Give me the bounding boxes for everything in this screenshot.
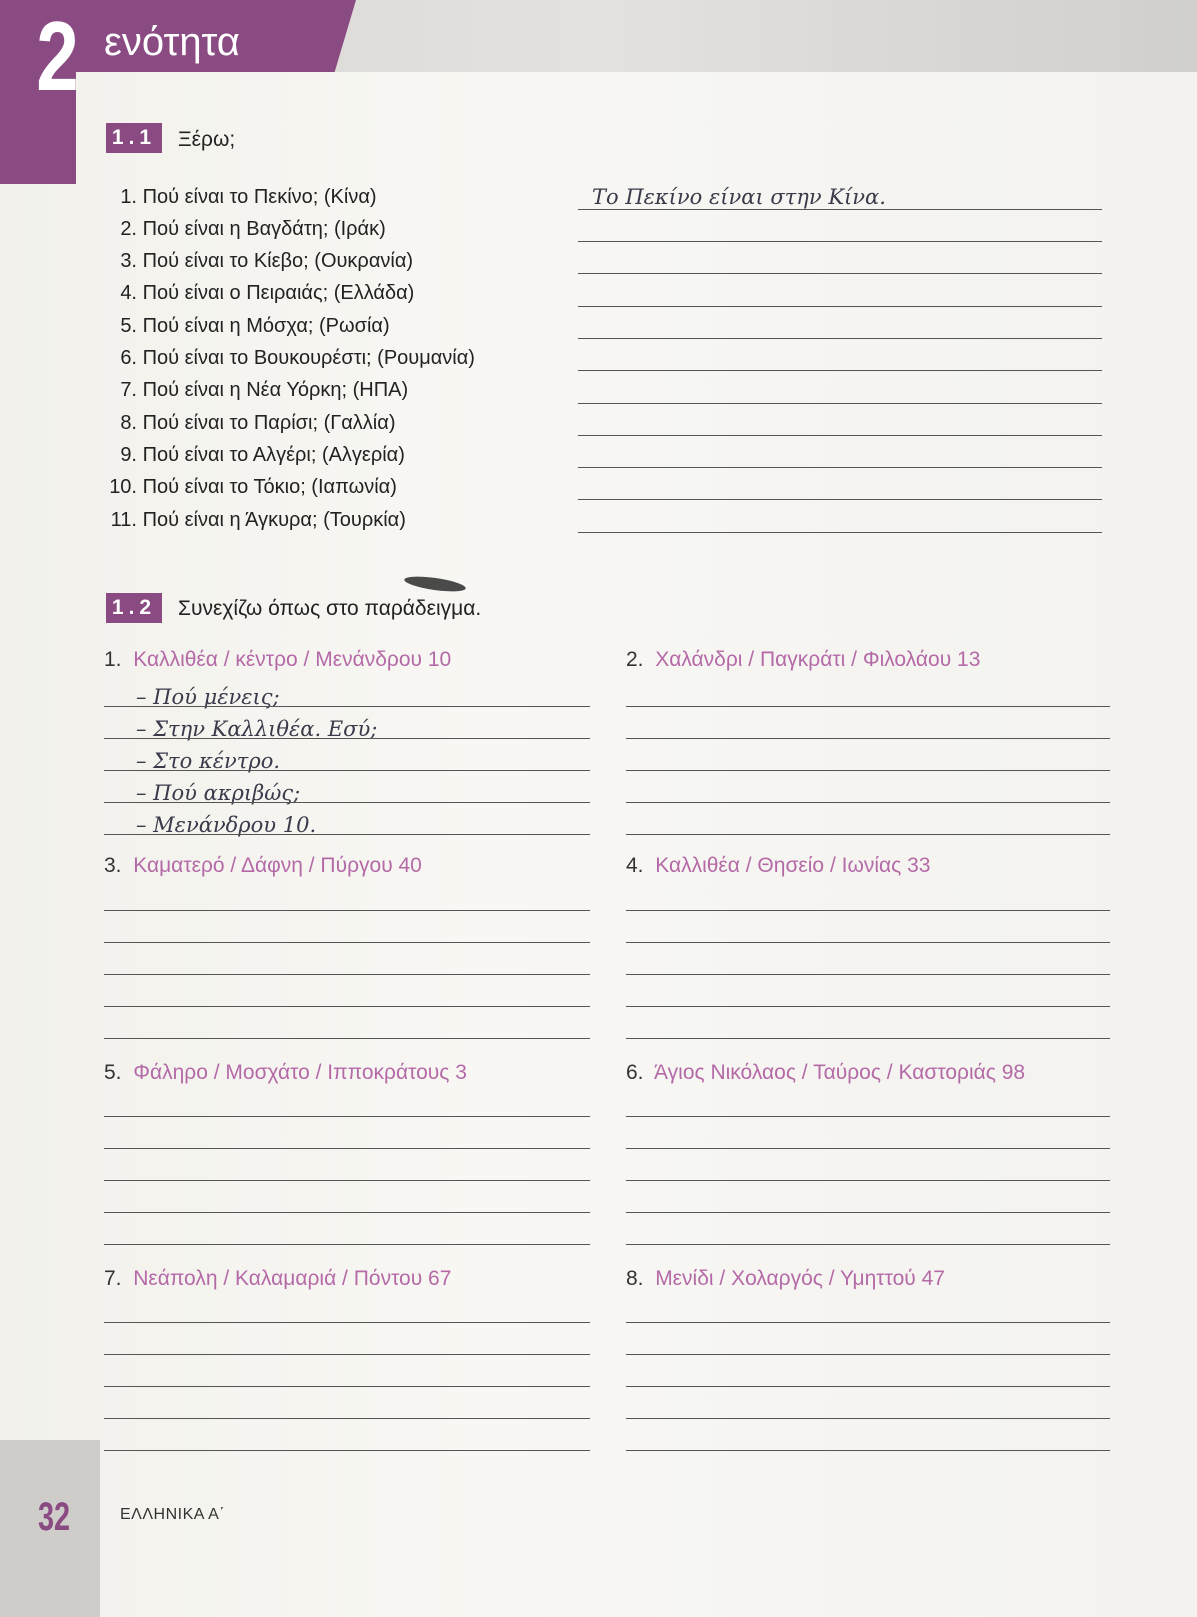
answer-line[interactable] [626, 1354, 1110, 1355]
question-item: 4. Πού είναι ο Πειραιάς; (Ελλάδα) [120, 282, 415, 304]
question-item: 5. Πού είναι η Μόσχα; (Ρωσία) [120, 315, 390, 337]
dialogue-line: – Στην Καλλιθέα. Εσύ; [136, 717, 378, 741]
answer-line[interactable] [578, 209, 1102, 210]
page-number: 32 [38, 1495, 71, 1539]
question-item: 1. Πού είναι το Πεκίνο; (Κίνα) [120, 186, 377, 208]
unit-title: ενότητα [104, 20, 240, 64]
answer-line[interactable] [104, 770, 590, 771]
exercise-1-1-title: Ξέρω; [178, 128, 236, 151]
answer-line[interactable] [626, 1386, 1110, 1387]
dialogue-line: – Στο κέντρο. [136, 749, 281, 773]
answer-line[interactable] [104, 942, 590, 943]
answer-line[interactable] [626, 1418, 1110, 1419]
answer-line[interactable] [104, 1180, 590, 1181]
answer-line[interactable] [626, 1148, 1110, 1149]
exercise-item-4: 4. Καλλιθέα / Θησείο / Ιωνίας 33 [626, 854, 931, 877]
answer-line[interactable] [626, 1212, 1110, 1213]
answer-line[interactable] [104, 1386, 590, 1387]
exercise-1-2-badge: 1.2 [106, 593, 162, 623]
answer-line[interactable] [626, 1450, 1110, 1451]
answer-line[interactable] [104, 1418, 590, 1419]
answer-line[interactable] [626, 706, 1110, 707]
answer-line[interactable] [104, 1244, 590, 1245]
answer-line[interactable] [626, 1006, 1110, 1007]
exercise-item-7: 7. Νεάπολη / Καλαμαριά / Πόντου 67 [104, 1267, 452, 1290]
answer-line[interactable] [104, 1116, 590, 1117]
answer-line[interactable] [626, 974, 1110, 975]
answer-line[interactable] [626, 910, 1110, 911]
answer-line[interactable] [104, 1212, 590, 1213]
answer-line[interactable] [626, 770, 1110, 771]
dialogue-line: – Πού ακριβώς; [136, 781, 301, 805]
answer-line[interactable] [578, 273, 1102, 274]
question-item: 8. Πού είναι το Παρίσι; (Γαλλία) [120, 412, 396, 434]
answer-line[interactable] [104, 802, 590, 803]
unit-number: 2 [36, 1, 76, 111]
answer-line[interactable] [626, 1180, 1110, 1181]
answer-line[interactable] [626, 1038, 1110, 1039]
answer-line[interactable] [104, 1450, 590, 1451]
example-answer: Το Πεκίνο είναι στην Κίνα. [592, 185, 886, 209]
dialogue-line: – Πού μένεις; [136, 685, 280, 709]
answer-line[interactable] [104, 910, 590, 911]
answer-line[interactable] [104, 706, 590, 707]
answer-line[interactable] [578, 241, 1102, 242]
exercise-1-1-badge: 1.1 [106, 123, 162, 153]
answer-line[interactable] [104, 834, 590, 835]
answer-line[interactable] [578, 338, 1102, 339]
exercise-item-5: 5. Φάληρο / Μοσχάτο / Ιπποκράτους 3 [104, 1061, 467, 1084]
answer-line[interactable] [104, 1038, 590, 1039]
exercise-item-3: 3. Καματερό / Δάφνη / Πύργου 40 [104, 854, 422, 877]
answer-line[interactable] [626, 1116, 1110, 1117]
exercise-1-2-title: Συνεχίζω όπως στο παράδειγμα. [178, 597, 482, 620]
answer-line[interactable] [578, 306, 1102, 307]
answer-line[interactable] [104, 738, 590, 739]
question-item: 7. Πού είναι η Νέα Υόρκη; (ΗΠΑ) [120, 379, 409, 401]
answer-line[interactable] [578, 499, 1102, 500]
question-item: 6. Πού είναι το Βουκουρέστι; (Ρουμανία) [120, 347, 475, 369]
answer-line[interactable] [104, 1322, 590, 1323]
answer-line[interactable] [578, 435, 1102, 436]
question-item: 2. Πού είναι η Βαγδάτη; (Ιράκ) [120, 218, 386, 240]
question-item: 9. Πού είναι το Αλγέρι; (Αλγερία) [120, 444, 405, 466]
answer-line[interactable] [626, 834, 1110, 835]
dialogue-line: – Μενάνδρου 10. [136, 813, 317, 837]
answer-line[interactable] [104, 1354, 590, 1355]
exercise-item-2: 2. Χαλάνδρι / Παγκράτι / Φιλολάου 13 [626, 648, 981, 671]
answer-line[interactable] [626, 942, 1110, 943]
question-item: 3. Πού είναι το Κίεβο; (Ουκρανία) [120, 250, 414, 272]
answer-line[interactable] [578, 467, 1102, 468]
answer-line[interactable] [626, 738, 1110, 739]
answer-line[interactable] [626, 802, 1110, 803]
answer-line[interactable] [104, 1006, 590, 1007]
question-item: 11. Πού είναι η Άγκυρα; (Τουρκία) [110, 509, 406, 531]
answer-line[interactable] [578, 370, 1102, 371]
question-item: 10. Πού είναι το Τόκιο; (Ιαπωνία) [109, 476, 397, 498]
answer-line[interactable] [578, 403, 1102, 404]
book-title: ΕΛΛΗΝΙΚΑ Α΄ [120, 1506, 226, 1523]
answer-line[interactable] [626, 1322, 1110, 1323]
answer-line[interactable] [104, 1148, 590, 1149]
answer-line[interactable] [578, 532, 1102, 533]
answer-line[interactable] [104, 974, 590, 975]
exercise-item-1: 1. Καλλιθέα / κέντρο / Μενάνδρου 10 [104, 648, 452, 671]
answer-line[interactable] [626, 1244, 1110, 1245]
exercise-item-6: 6. Άγιος Νικόλαος / Ταύρος / Καστοριάς 98 [626, 1061, 1026, 1084]
exercise-item-8: 8. Μενίδι / Χολαργός / Υμηττού 47 [626, 1267, 945, 1290]
